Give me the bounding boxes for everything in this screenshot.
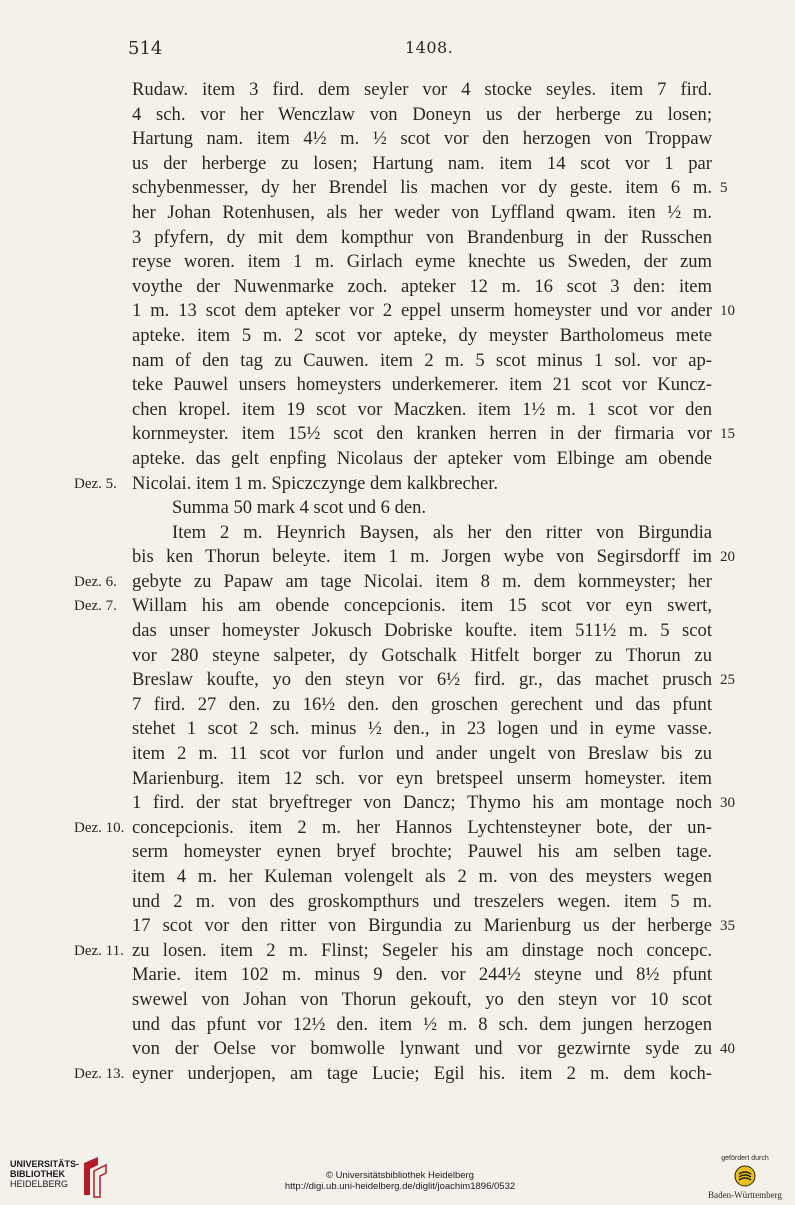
- line-number: 15: [720, 426, 735, 443]
- line-text: Marie. item 102 m. minus 9 den. vor 244½ steyne und 8½ pfunt: [132, 964, 712, 986]
- line-text: 1 fird. der stat bryeftreger von Dancz; Thymo his am montage noch: [132, 792, 712, 814]
- line-text: serm homeyster eynen bryef brochte; Pauwel his am selben tage.: [132, 841, 712, 863]
- text-line: [0, 1062, 795, 1087]
- line-text: nam of den tag zu Cauwen. item 2 m. 5 scot minus 1 sol. vor ap-: [132, 349, 712, 371]
- line-text: us der herberge zu losen; Hartung nam. item 14 scot vor 1 par: [132, 152, 712, 174]
- text-line: [0, 1037, 795, 1062]
- text-line: [0, 127, 795, 152]
- text-line: [0, 717, 795, 742]
- text-line: [0, 373, 795, 398]
- line-text: Rudaw. item 3 fird. dem seyler vor 4 stocke seyles. item 7 fird.: [132, 79, 712, 100]
- text-line: [0, 963, 795, 988]
- line-text: Summa 50 mark 4 scot und 6 den.: [172, 497, 427, 519]
- text-line: [0, 545, 795, 570]
- line-text: Breslaw koufte, yo den steyn vor 6½ fird. gr., das machet prusch: [132, 669, 712, 691]
- line-text: 4 sch. vor her Wenczlaw von Doneyn us der herberge zu losen;: [132, 103, 712, 125]
- line-number: 20: [720, 549, 735, 566]
- line-text: item 2 m. 11 scot vor furlon und ander ungelt von Breslaw bis zu: [132, 743, 712, 765]
- line-text: und 2 m. von des groskompthurs und treszelers wegen. item 5 m.: [132, 890, 712, 912]
- text-line: [0, 349, 795, 374]
- line-text: gebyte zu Papaw am tage Nicolai. item 8 m. dem kornmeyster; her: [132, 570, 712, 592]
- line-text: chen kropel. item 19 scot vor Maczken. item 1½ m. 1 scot vor den: [132, 398, 712, 420]
- text-line: [0, 176, 795, 201]
- margin-date: Dez. 6.: [74, 573, 117, 590]
- margin-date: Dez. 7.: [74, 598, 117, 615]
- state-crest-icon: [734, 1165, 756, 1187]
- text-line: [0, 840, 795, 865]
- text-line: [0, 152, 795, 177]
- line-number: 5: [720, 180, 728, 197]
- text-line: [0, 472, 795, 497]
- line-text: vor 280 steyne salpeter, dy Gotschalk Hitfelt borger zu Thorun zu: [132, 644, 712, 666]
- text-line: [0, 275, 795, 300]
- line-text: das unser homeyster Jokusch Dobriske koufte. item 511½ m. 5 scot: [132, 620, 712, 642]
- margin-date: Dez. 10.: [74, 819, 125, 836]
- text-line: [0, 521, 795, 546]
- line-text: Willam his am obende concepcionis. item 15 scot vor eyn swert,: [132, 595, 712, 617]
- line-text: 3 pfyfern, dy mit dem kompthur von Brandenburg in der Russchen: [132, 226, 712, 248]
- text-line: [0, 398, 795, 423]
- text-line: [0, 742, 795, 767]
- line-text: und das pfunt vor 12½ den. item ½ m. 8 sch. dem jungen herzogen: [132, 1013, 712, 1035]
- library-name-line2: BIBLIOTHEK: [10, 1169, 65, 1179]
- line-text: stehet 1 scot 2 sch. minus ½ den., in 23 logen und in eyme vasse.: [132, 718, 712, 740]
- text-line: [0, 865, 795, 890]
- line-text: her Johan Rotenhusen, als her weder von Lyffland qwam. iten ½ m.: [132, 201, 712, 223]
- page-number: 514: [128, 38, 163, 59]
- text-line: [0, 791, 795, 816]
- text-line: [0, 250, 795, 275]
- sponsor-label: gefördert durch: [721, 1155, 769, 1162]
- text-line: [0, 201, 795, 226]
- line-text: bis ken Thorun beleyte. item 1 m. Jorgen wybe von Segirsdorff im: [132, 546, 712, 568]
- line-text: apteke. das gelt enpfing Nicolaus der apteker vom Elbinge am obende: [132, 447, 712, 469]
- text-line: [0, 816, 795, 841]
- text-line: [0, 693, 795, 718]
- line-text: Marienburg. item 12 sch. vor eyn bretspeel unserm homeyster. item: [132, 767, 712, 789]
- library-name: [10, 1159, 79, 1189]
- copyright-block: [250, 1170, 550, 1192]
- line-text: zu losen. item 2 m. Flinst; Segeler his am dinstage noch concepc.: [132, 939, 712, 961]
- sponsor-name: Baden-Württemberg: [708, 1190, 782, 1200]
- text-line: [0, 594, 795, 619]
- line-text: swewel von Johan von Thorun gekouft, yo den steyn vor 10 scot: [132, 988, 712, 1010]
- library-name-line3: HEIDELBERG: [10, 1179, 69, 1189]
- text-line: [0, 668, 795, 693]
- line-text: 17 scot vor den ritter von Birgundia zu Marienburg us der herberge: [132, 915, 712, 937]
- line-number: 35: [720, 918, 735, 935]
- text-line: [0, 324, 795, 349]
- text-line: [0, 939, 795, 964]
- text-line: [0, 78, 795, 103]
- text-line: [0, 890, 795, 915]
- line-text: 7 fird. 27 den. zu 16½ den. den groschen gerechent und das pfunt: [132, 693, 712, 715]
- margin-date: Dez. 5.: [74, 475, 117, 492]
- text-line: [0, 447, 795, 472]
- line-text: kornmeyster. item 15½ scot den kranken herren in der firmaria vor: [132, 423, 712, 445]
- line-text: Item 2 m. Heynrich Baysen, als her den ritter von Birgundia: [172, 521, 712, 543]
- text-line: [0, 619, 795, 644]
- text-line: [0, 767, 795, 792]
- line-text: reyse woren. item 1 m. Girlach eyme knechte us Sweden, der zum: [132, 251, 712, 273]
- line-text: Nicolai. item 1 m. Spiczczynge dem kalkbrecher.: [132, 472, 499, 494]
- line-text: von der Oelse vor bomwolle lynwant und vor gezwirnte syde zu: [132, 1038, 712, 1060]
- text-line: [0, 914, 795, 939]
- text-block: [0, 78, 795, 1086]
- text-line: [0, 570, 795, 595]
- footer: [0, 1145, 795, 1205]
- text-line: [0, 422, 795, 447]
- library-logo-icon: [80, 1155, 110, 1199]
- library-name-line1: UNIVERSITÄTS-: [10, 1159, 80, 1169]
- copyright-text: © Universitätsbibliothek Heidelberg: [326, 1170, 474, 1181]
- line-number: 30: [720, 795, 735, 812]
- sponsor-block: [700, 1155, 790, 1200]
- text-line: [0, 496, 795, 521]
- line-number: 10: [720, 303, 735, 320]
- text-line: [0, 103, 795, 128]
- line-number: 25: [720, 672, 735, 689]
- line-text: item 4 m. her Kuleman volengelt als 2 m. von des meysters wegen: [132, 866, 712, 887]
- line-text: concepcionis. item 2 m. her Hannos Lychtensteyner bote, der un-: [132, 816, 712, 838]
- line-text: eyner underjopen, am tage Lucie; Egil his. item 2 m. dem koch-: [132, 1062, 712, 1084]
- margin-date: Dez. 11.: [74, 942, 124, 959]
- text-line: [0, 299, 795, 324]
- source-url[interactable]: http://digi.ub.uni-heidelberg.de/diglit/joachim1896/0532: [284, 1181, 516, 1192]
- line-text: schybenmesser, dy her Brendel lis machen vor dy geste. item 6 m.: [132, 177, 712, 199]
- margin-date: Dez. 13.: [74, 1065, 125, 1082]
- line-text: Hartung nam. item 4½ m. ½ scot vor den herzogen von Troppaw: [132, 128, 712, 150]
- line-text: 1 m. 13 scot dem apteker vor 2 eppel unserm homeyster und vor ander: [132, 300, 712, 322]
- line-text: voythe der Nuwenmarke zoch. apteker 12 m. 16 scot 3 den: item: [132, 275, 712, 297]
- year-heading: 1408.: [405, 38, 454, 57]
- text-line: [0, 226, 795, 251]
- text-line: [0, 988, 795, 1013]
- text-line: [0, 644, 795, 669]
- line-number: 40: [720, 1041, 735, 1058]
- line-text: apteke. item 5 m. 2 scot vor apteke, dy meyster Bartholomeus mete: [132, 324, 712, 346]
- text-line: [0, 1013, 795, 1038]
- line-text: teke Pauwel unsers homeysters underkemerer. item 21 scot vor Kuncz-: [132, 374, 712, 396]
